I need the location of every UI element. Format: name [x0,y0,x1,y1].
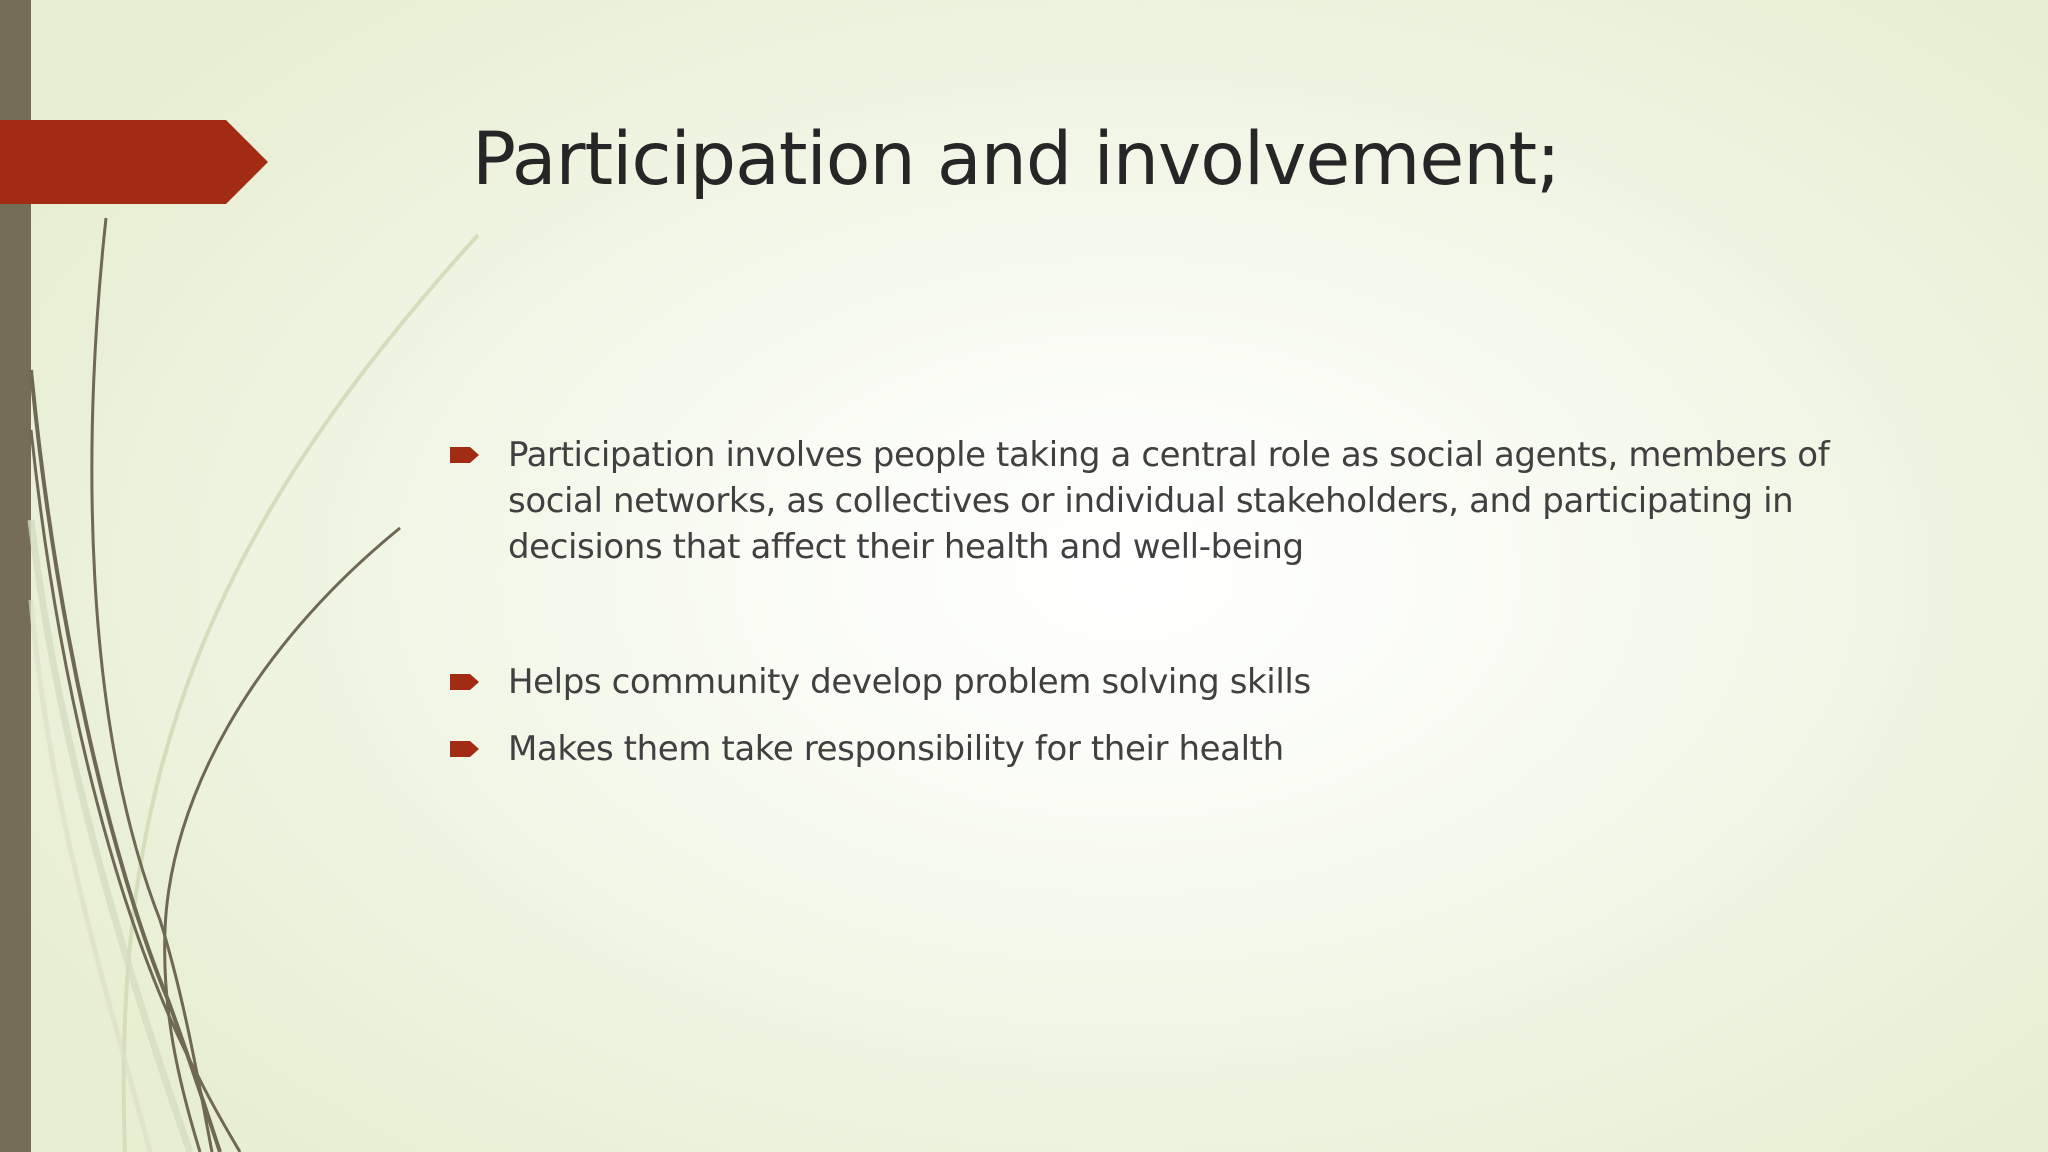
title-arrow-shape [0,120,268,204]
bullet-text: Helps community develop problem solving skills [508,662,1311,702]
bullet-list [450,432,1850,772]
bullet-text: Participation involves people taking a central role as social agents, members of social networks, as collectives or individual stakeholders, and participating in decisions that affect their health and well-being [508,435,1830,567]
arrow-bullet-icon [450,674,479,690]
bullet-text: Makes them take responsibility for their health [508,729,1284,769]
list-item [450,659,1850,705]
list-item [450,432,1850,570]
list-item [450,726,1850,772]
arrow-bullet-icon [450,447,479,463]
slide-title: Participation and involvement; [472,117,1560,202]
arrow-bullet-icon [450,741,479,757]
